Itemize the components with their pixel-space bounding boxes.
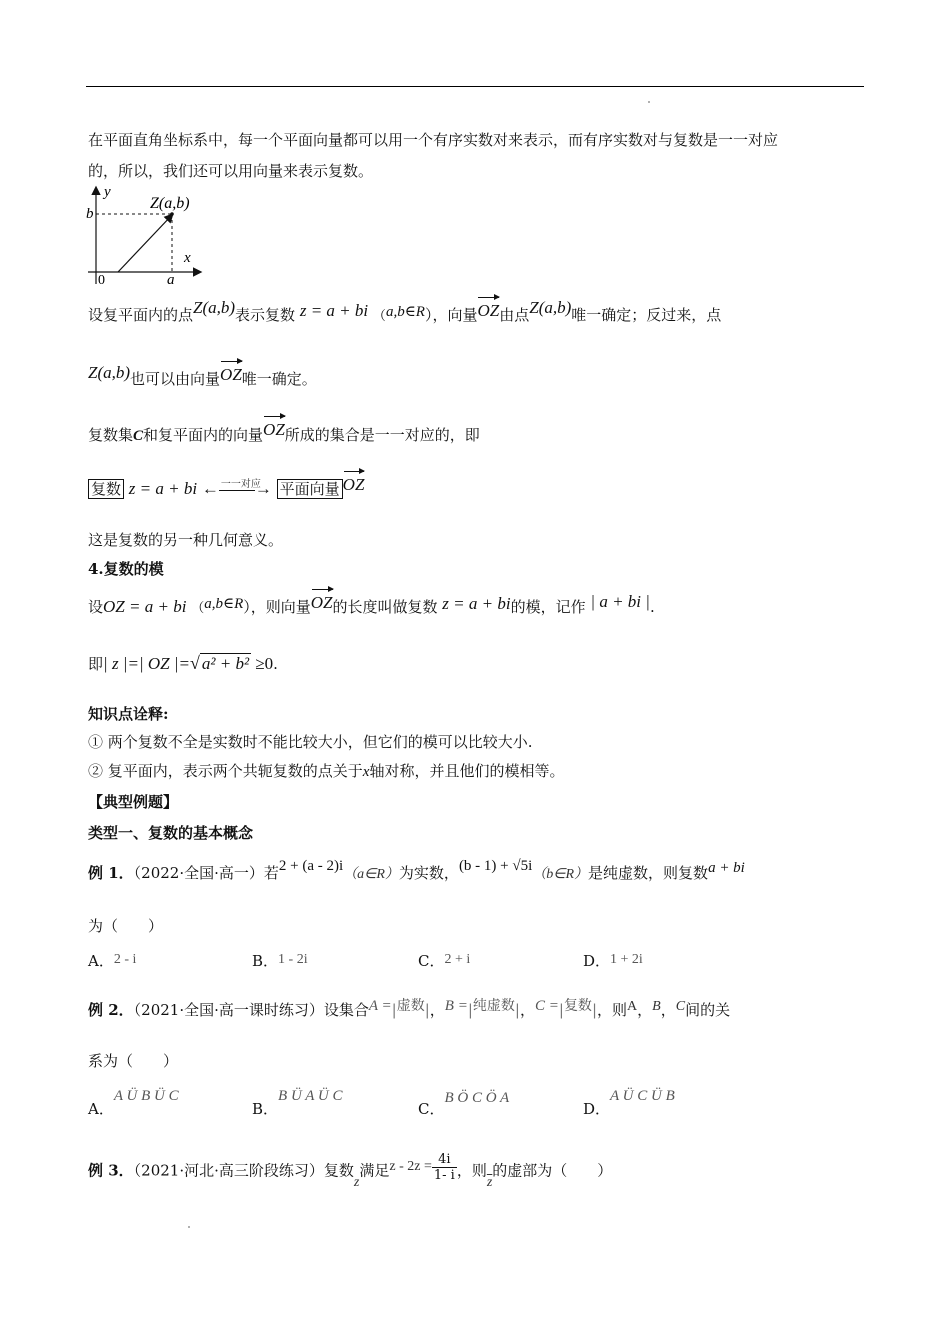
typical-examples-heading: 【典型例题】: [88, 793, 179, 811]
note-1: ① 两个复数不全是实数时不能比较大小，但它们的模可以比较大小.: [88, 733, 533, 751]
b-label: b: [86, 206, 94, 222]
header-rule: [86, 86, 864, 87]
speck: [648, 101, 650, 103]
example-1-line-1: 例 1．（2022·全国·高一）若2 + (a - 2)i（a∈R）为实数，(b - 1) + √5i（b∈R）是纯虚数，则复数a + bi: [88, 858, 745, 882]
notes-heading: 知识点诠释:: [88, 705, 169, 723]
p3-line: 复数集C和复平面内的向量OZ所成的集合是一一对应的，即: [88, 420, 480, 444]
vector-oz: [118, 215, 172, 272]
y-label: y: [104, 184, 111, 200]
a-label: a: [167, 272, 175, 288]
note-2: ② 复平面内，表示两个共轭复数的点关于x轴对称，并且他们的模相等。: [88, 762, 565, 780]
example-1-option-c[interactable]: C．2 + i: [418, 952, 471, 970]
sec4-line-1: 设OZ = a + bi （a,b∈R），则向量OZ的长度叫做复数 z = a + bi的模，记作 | a + bi |.: [88, 592, 655, 616]
example-2-option-d[interactable]: D．A Ü C Ü B: [583, 1088, 675, 1118]
sec4-line-2: 即| z |=| OZ |=√ a² + b² ≥0.: [88, 653, 278, 673]
example-2-line-1: 例 2．（2021·全国·高一课时练习）设集合A =|虚数|，B =|纯虚数|，C =|复数|，则A，B，C间的关: [88, 998, 731, 1019]
p4-line: 这是复数的另一种几何意义。: [88, 531, 284, 549]
x-label: x: [184, 250, 191, 266]
type-1-heading: 类型一、复数的基本概念: [88, 824, 254, 842]
example-3-line: 例 3．（2021·河北·高三阶段练习）复数z满足z - 2z = $\frac{4i}{1- i}$ ，则$\overline{z}$的虚部为（ ）: [88, 1152, 613, 1190]
example-2-option-a[interactable]: A．A Ü B Ü C: [88, 1088, 179, 1118]
intro-line-2: 的，所以，我们还可以用向量来表示复数。: [88, 162, 374, 180]
example-1-option-b[interactable]: B．1 - 2i: [252, 952, 308, 970]
complex-plane-figure: [84, 184, 204, 288]
section-4-heading: 4.复数的模: [88, 560, 164, 578]
example-2-option-b[interactable]: B．B Ü A Ü C: [252, 1088, 343, 1118]
p2-line-1: 设复平面内的点Z(a,b)表示复数 z = a + bi （a,b∈R），向量OZ由点Z(a,b)唯一确定；反过来，点: [88, 298, 722, 324]
correspondence-line: 复数 z = a + bi ← 一一对应 → 平面向量 OZ: [88, 478, 364, 500]
origin-label: 0: [98, 273, 105, 288]
example-1-option-a[interactable]: A．2 - i: [88, 952, 137, 970]
point-label: Z(a,b): [150, 195, 190, 212]
speck: [188, 1226, 190, 1228]
p2-line-2: Z(a,b)也可以由向量OZ唯一确定。: [88, 363, 317, 388]
example-2-line-2: 系为（ ）: [88, 1052, 179, 1070]
example-1-option-d[interactable]: D．1 + 2i: [583, 952, 643, 970]
example-1-line-2: 为（ ）: [88, 917, 164, 935]
point-z: [170, 212, 174, 216]
intro-line-1: 在平面直角坐标系中，每一个平面向量都可以用一个有序实数对来表示，而有序实数对与复数是一一对应: [88, 131, 779, 149]
example-2-option-c[interactable]: C．B Ö C Ö A: [418, 1090, 510, 1118]
